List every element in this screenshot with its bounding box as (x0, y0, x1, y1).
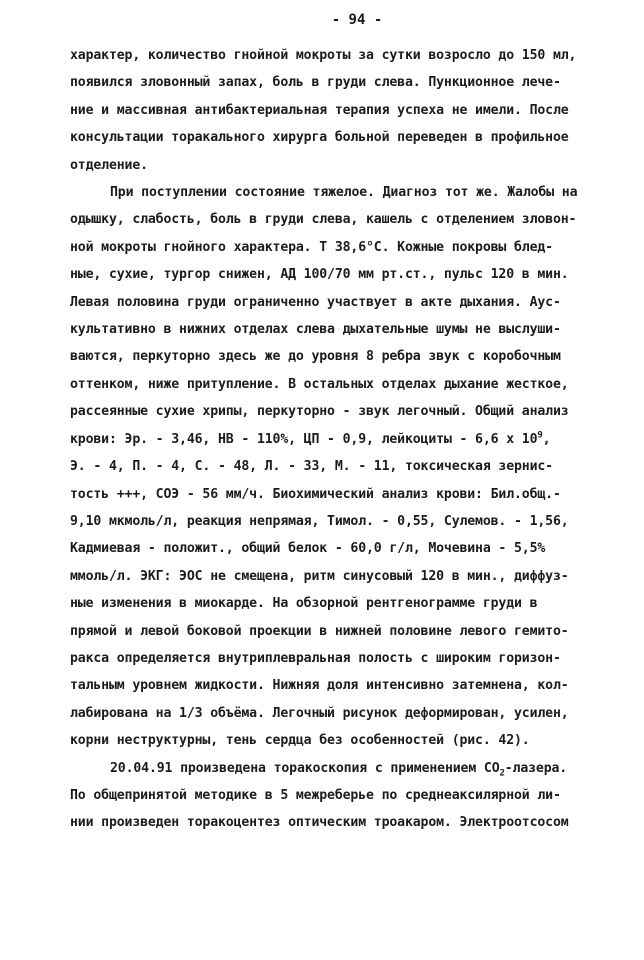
text-line: тальным уровнем жидкости. Нижняя доля интенсивно затемнена, кол- (70, 678, 569, 694)
superscript-exponent: 9 (537, 430, 543, 441)
text-line: ракса определяется внутриплевральная полость с широким горизон- (70, 650, 561, 666)
text-line: культативно в нижних отделах слева дыхательные шумы не выслуши- (70, 322, 561, 338)
text-line: ной мокроты гнойного характера. Т 38,6°С. Кожные покровы блед- (70, 239, 553, 255)
text-line: Кадмиевая - положит., общий белок - 60,0 г/л, Мочевина - 5,5% (70, 541, 546, 557)
text-line: появился зловонный запах, боль в груди слева. Пункционное лече- (70, 75, 561, 91)
text-line: ваются, перкуторно здесь же до уровня 8 ребра звук с коробочным (70, 349, 561, 365)
text-line: отделение. (70, 157, 148, 173)
text-line: ные, сухие, тургор снижен, АД 100/70 мм рт.ст., пульс 120 в мин. (70, 267, 569, 283)
text-line: 9,10 мкмоль/л, реакция непрямая, Тимол. - 0,55, Сулемов. - 1,56, (70, 513, 569, 529)
paragraph-2 (70, 179, 604, 755)
text-line: прямой и левой боковой проекции в нижней половине левого гемито- (70, 623, 569, 639)
text-line: консультации торакального хирурга больной переведен в профильное (70, 130, 569, 146)
text-line: нии произведен торакоцентез оптическим троакаром. Электроотсосом (70, 815, 569, 831)
paragraph-1 (70, 42, 604, 179)
text-fragment: 20.04.91 произведена торакоскопия с применением СО (110, 760, 500, 776)
text-line: Э. - 4, П. - 4, С. - 48, Л. - 33, М. - 11, токсическая зернис- (70, 459, 553, 475)
text-line: корни неструктурны, тень сердца без особенностей (рис. 42). (70, 733, 530, 749)
text-line: ммоль/л. ЭКГ: ЭОС не смещена, ритм синусовый 120 в мин., диффуз- (70, 568, 569, 584)
text-line: При поступлении состояние тяжелое. Диагноз тот же. Жалобы на (110, 185, 578, 201)
text-line: тость +++, СОЭ - 56 мм/ч. Биохимический анализ крови: Бил.общ.- (70, 486, 561, 502)
text-line-with-superscript: крови: Эр. - 3,46, НВ - 110%, ЦП - 0,9, лейкоциты - 6,6 х $10^9$, (70, 430, 551, 447)
page-number: - 94 - (331, 12, 383, 28)
text-line: По общепринятой методике в 5 межреберье по среднеаксилярной ли- (70, 787, 561, 803)
text-line: оттенком, ниже притупление. В остальных отделах дыхание жесткое, (70, 376, 569, 392)
text-line: ние и массивная антибактериальная терапия успеха не имели. После (70, 102, 569, 118)
text-line: лабирована на 1/3 объёма. Легочный рисунок деформирован, усилен, (70, 705, 569, 721)
text-line: одышку, слабость, боль в груди слева, кашель с отделением зловон- (70, 212, 577, 228)
text-line: Левая половина груди ограниченно участвует в акте дыхания. Аус- (70, 294, 561, 310)
text-line: характер, количество гнойной мокроты за сутки возросло до 150 мл, (70, 48, 577, 63)
text-line: ные изменения в миокарде. На обзорной рентгенограмме груди в (70, 596, 538, 612)
subscript-index: 2 (499, 768, 505, 779)
text-line: рассеянные сухие хрипы, перкуторно - звук легочный. Общий анализ (70, 404, 569, 420)
text-fragment: крови: Эр. - 3,46, НВ - 110%, ЦП - 0,9, лейкоциты - 6,6 х 10 (70, 431, 538, 447)
text-line-with-subscript (70, 755, 604, 782)
paragraph-3 (70, 755, 604, 837)
text-fragment: -лазера. (504, 760, 568, 776)
